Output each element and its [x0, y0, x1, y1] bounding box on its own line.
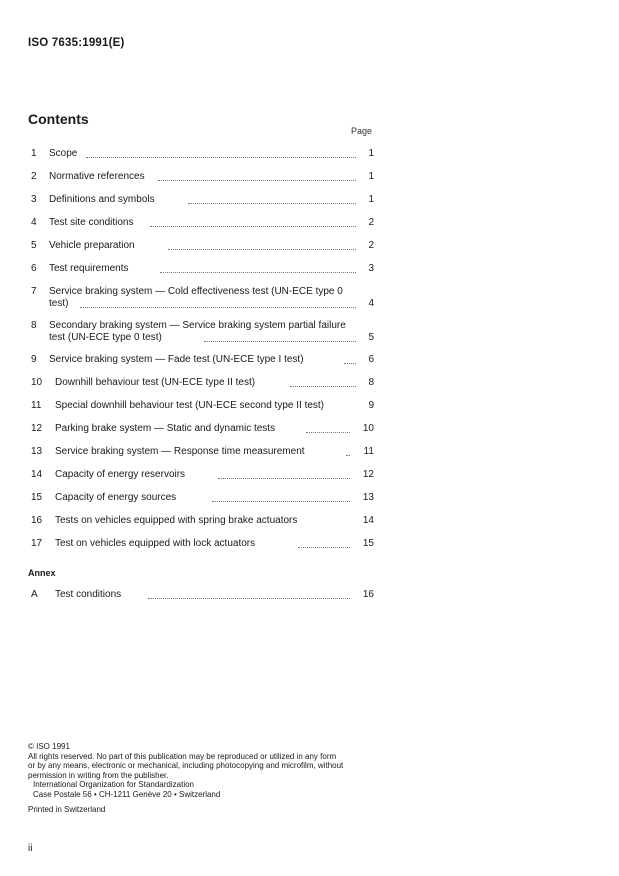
copyright-notice: [28, 742, 378, 814]
toc-entry-number: 4: [31, 217, 37, 228]
toc-entry-number: 6: [31, 263, 37, 274]
leader-dots: [158, 179, 356, 181]
toc-entry-page: 2: [368, 217, 374, 228]
toc-entry-page: 14: [362, 515, 374, 526]
toc-entry-number: 11: [31, 400, 42, 411]
leader-dots: [346, 454, 350, 456]
toc-entry-page: 10: [362, 423, 374, 434]
publisher-address: Case Postale 56 • CH-1211 Genève 20 • Switzerland: [33, 789, 221, 799]
toc-entry-number: 16: [31, 515, 43, 526]
toc-entry-page: 1: [368, 194, 374, 205]
toc-entry-7[interactable]: [28, 286, 374, 312]
toc-entry-number: 14: [31, 469, 43, 480]
toc-entry-number: 1: [31, 148, 37, 159]
toc-entry-title: Downhill behaviour test (UN-ECE type II test): [55, 377, 256, 388]
toc-entry-title-continued: test): [49, 298, 69, 309]
leader-dots: [212, 500, 350, 502]
toc-entry-page: 1: [368, 148, 374, 159]
toc-entry-page: 3: [368, 263, 374, 274]
toc-entry-title: Scope: [49, 148, 78, 159]
toc-entry-title: Special downhill behaviour test (UN-ECE second type II test): [55, 400, 325, 411]
toc-entry-page: 6: [368, 354, 374, 365]
leader-dots: [80, 306, 356, 308]
contents-title: Contents: [28, 111, 89, 127]
toc-entry-number: 9: [31, 354, 37, 365]
toc-entry-number: A: [31, 589, 38, 600]
toc-entry-title: Tests on vehicles equipped with spring brake actuators: [55, 515, 298, 526]
toc-entry-title: Parking brake system — Static and dynamic tests: [55, 423, 276, 434]
leader-dots: [188, 202, 356, 204]
toc-entry-title: Secondary braking system — Service braking system partial failure: [49, 320, 346, 331]
leader-dots: [218, 477, 350, 479]
printed-in: Printed in Switzerland: [28, 804, 106, 814]
toc-entry-title: Service braking system — Response time measurement: [55, 446, 305, 457]
toc-entry-number: 17: [31, 538, 43, 549]
toc-entry-title: Definitions and symbols: [49, 194, 155, 205]
toc-entry-title: Capacity of energy sources: [55, 492, 177, 503]
toc-entry-page: 1: [368, 171, 374, 182]
toc-entry-title: Test on vehicles equipped with lock actuators: [55, 538, 256, 549]
leader-dots: [150, 225, 356, 227]
page-column-label: Page: [351, 126, 373, 136]
leader-dots: [148, 597, 350, 599]
toc-entry-number: 5: [31, 240, 37, 251]
toc-entry-page: 12: [362, 469, 374, 480]
copyright-text: All rights reserved. No part of this publication may be reproduced or utilized in any form: [28, 751, 337, 761]
toc-entry-page: 2: [368, 240, 374, 251]
toc-entry-page: 16: [362, 589, 374, 600]
toc-entry-page: 9: [368, 400, 374, 411]
toc-entry-page: 8: [368, 377, 374, 388]
leader-dots: [204, 340, 356, 342]
leader-dots: [344, 362, 356, 364]
leader-dots: [306, 431, 350, 433]
toc-entry-8[interactable]: [28, 320, 374, 346]
toc-entry-title: Test conditions: [55, 589, 122, 600]
toc-entry-title: Service braking system — Fade test (UN-ECE type I test): [49, 354, 304, 365]
toc-entry-number: 8: [31, 320, 37, 331]
copyright-text: or by any means, electronic or mechanical, including photocopying and microfilm, without: [28, 761, 344, 771]
toc-entry-number: 10: [31, 377, 43, 388]
leader-dots: [298, 546, 350, 548]
toc-entry-title: Normative references: [49, 171, 145, 182]
toc-entry-page: 13: [362, 492, 374, 503]
page-number: ii: [28, 843, 33, 854]
toc-entry-title: Test requirements: [49, 263, 129, 274]
toc-entry-number: 15: [31, 492, 43, 503]
toc-entry-title: Test site conditions: [49, 217, 134, 228]
toc-entry-number: 13: [31, 446, 43, 457]
toc-entry-page: 5: [368, 332, 374, 343]
copyright-text: permission in writing from the publisher.: [28, 770, 169, 780]
annex-heading: Annex: [28, 568, 56, 578]
leader-dots: [160, 271, 356, 273]
toc-entry-title-continued: test (UN-ECE type 0 test): [49, 332, 162, 343]
toc-entry-title: Service braking system — Cold effectiveness test (UN-ECE type 0: [49, 286, 343, 297]
toc-entry-number: 7: [31, 286, 37, 297]
toc-entry-page: 15: [362, 538, 374, 549]
leader-dots: [290, 385, 356, 387]
toc-entry-page: 11: [363, 446, 374, 457]
toc-entry-number: 12: [31, 423, 43, 434]
toc-entry-title: Vehicle preparation: [49, 240, 135, 251]
toc-entry-number: 3: [31, 194, 37, 205]
document-id-header: ISO 7635:1991(E): [28, 37, 125, 49]
leader-dots: [168, 248, 356, 250]
toc-entry-number: 2: [31, 171, 37, 182]
publisher-name: International Organization for Standardization: [33, 780, 194, 790]
toc-entry-title: Capacity of energy reservoirs: [55, 469, 186, 480]
toc-entry-page: 4: [368, 298, 374, 309]
copyright-symbol-line: © ISO 1991: [28, 742, 70, 751]
leader-dots: [86, 156, 356, 158]
